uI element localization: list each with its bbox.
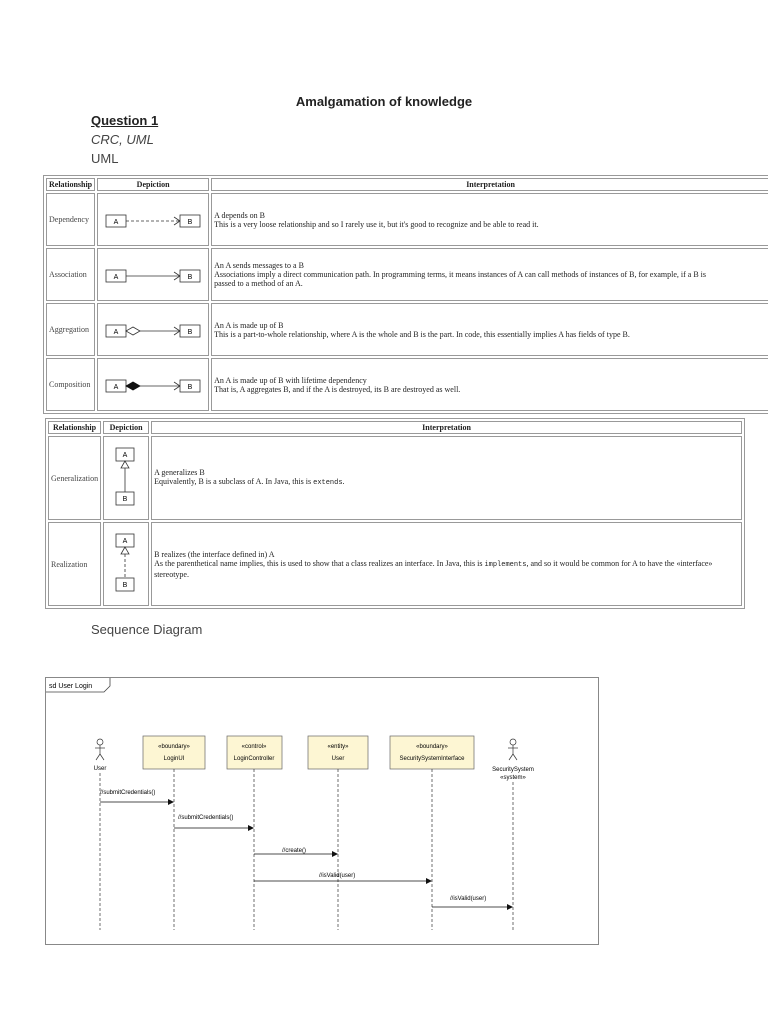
interpretation-cell [211,358,768,411]
box-b-label: B [187,383,193,391]
table-row [46,358,768,411]
lifeline-box-user-entity [308,736,368,769]
interpretation-line: stereotype. [154,569,189,579]
association-diagram [100,259,206,289]
lifeline-name: User [331,756,345,762]
lifeline-name: LoginController [233,756,275,762]
interpretation-cell [151,436,742,520]
relationship-name: Aggregation [46,303,95,356]
aggregation-diagram [100,314,206,344]
code-keyword: implements [484,560,527,569]
interpretation-line: Associations imply a direct communication path. In programming terms, it means instances of A can call methods of instances of B, for example, if a B is [214,270,707,279]
relationship-name: Generalization [48,436,101,520]
depiction-cell [103,522,149,606]
lifeline-box-securitysysteminterface [390,736,474,769]
lifeline-stereotype: «boundary» [416,744,448,750]
user-actor-icon [95,739,105,760]
table-header-row [48,421,742,434]
sequence-diagram [46,678,598,944]
interpretation-cell [211,248,768,301]
arrowhead [248,825,254,831]
lifeline-name: LoginUI [163,756,185,762]
arrowhead [168,799,174,805]
actor-user-label: User [93,766,107,772]
interpretation-line: B realizes (the interface defined in) A [154,549,275,559]
table-row [46,303,768,356]
text-segment: Equivalently, B is a subclass of A. In Java, this is [154,477,314,486]
box-a-label: A [113,218,119,226]
message-label: //isValid(user) [450,896,487,902]
box-a-label: A [113,383,119,391]
text-segment: As the parenthetical name implies, this is used to show that a class realizes an interface. In Java, this is [154,558,485,568]
interpretation-line: An A is made up of B [214,320,284,330]
lifeline-stereotype: «boundary» [158,744,190,750]
actor-system-label: SecuritySystem [492,767,534,773]
message-label: //create() [282,848,307,854]
text-segment: , and so it would be common for A to have the «interface» [526,558,713,568]
document-title: Amalgamation of knowledge [295,94,473,109]
lifeline-name: SecuritySystemInterface [399,756,465,762]
arrowhead [426,878,432,884]
interpretation-line [154,477,739,488]
box-b-label: B [122,582,128,589]
interpretation-cell [151,522,742,606]
interpretation-line: An A sends messages to a B [214,261,304,270]
depiction-cell [97,358,209,411]
relationship-name: Dependency [46,193,95,246]
relationship-table-1 [43,175,768,414]
interpretation-line [154,559,739,570]
interpretation-cell [211,303,768,356]
composition-diagram [100,369,206,399]
system-actor-icon [508,739,518,760]
interpretation-line: A generalizes B [154,468,205,477]
box-b-label: B [187,328,193,336]
arrowhead [332,851,338,857]
box-b-label: B [187,218,193,226]
hollow-triangle [121,547,129,554]
table-row [48,522,742,606]
col-header-relationship: Relationship [46,178,95,191]
table-row [48,436,742,520]
depiction-cell [97,248,209,301]
question-heading: Question 1 [91,113,159,128]
relationship-name: Association [46,248,95,301]
col-header-interpretation: Interpretation [211,178,768,191]
uml-heading: UML [91,151,119,166]
message-label: //submitCredentials() [178,815,234,821]
arrowhead [507,904,513,910]
box-a-label: A [122,538,128,545]
box-a-label: A [113,273,119,281]
interpretation-line: passed to a method of an A. [214,279,303,288]
message-label: //isValid(user) [319,873,356,879]
text-segment: . [342,477,345,486]
filled-diamond [126,382,140,390]
col-header-relationship: Relationship [48,421,101,434]
table-header-row [46,178,768,191]
col-header-depiction: Depiction [103,421,149,434]
table-row [46,248,768,301]
interpretation-line: This is a very loose relationship and so I rarely use it, but it's good to recognize and be able to read it. [214,219,539,229]
box-a-label: A [113,328,119,336]
frame-label: sd User Login [49,683,93,690]
actor-system-stereotype: «system» [500,775,526,781]
realization-diagram [111,530,141,596]
col-header-interpretation: Interpretation [151,421,742,434]
relationship-name: Realization [48,522,101,606]
depiction-cell [97,193,209,246]
box-a-label: A [122,452,128,459]
interpretation-cell [211,193,768,246]
hollow-diamond [126,327,140,335]
lifeline-box-logincontroller [227,736,282,769]
interpretation-line: An A is made up of B with lifetime dependency [214,375,367,385]
depiction-cell [103,436,149,520]
interpretation-line: This is a part-to-whole relationship, where A is the whole and B is the part. In code, this essentially implies A has fields of type B. [214,329,630,339]
sequence-diagram-heading: Sequence Diagram [91,622,203,637]
col-header-depiction: Depiction [97,178,209,191]
dependency-diagram [100,204,206,234]
hollow-triangle [121,461,129,468]
topics-line: CRC, UML [91,132,154,147]
table-row [46,193,768,246]
sequence-diagram-frame [45,677,599,945]
message-label: //submitCredentials() [100,790,156,796]
lifeline-stereotype: «control» [241,744,267,750]
box-b-label: B [122,496,128,503]
interpretation-line: That is, A aggregates B, and if the A is destroyed, its B are destroyed as well. [214,384,461,394]
lifeline-stereotype: «entity» [327,744,349,750]
lifeline-box-loginui [143,736,205,769]
relationship-table-2 [45,418,745,609]
code-keyword: extends [313,479,343,487]
interpretation-line: A depends on B [214,210,266,220]
depiction-cell [97,303,209,356]
box-b-label: B [187,273,193,281]
generalization-diagram [111,444,141,510]
relationship-name: Composition [46,358,95,411]
